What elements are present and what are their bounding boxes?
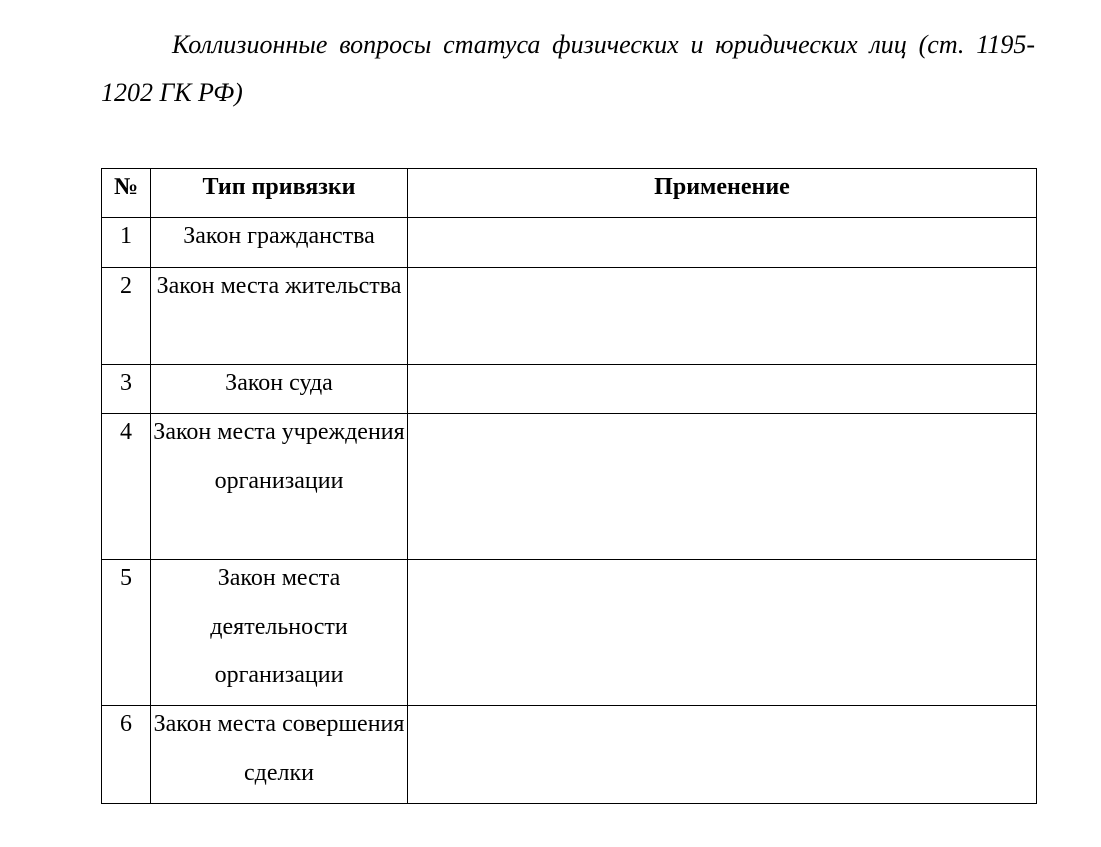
application-cell[interactable] bbox=[408, 268, 1037, 365]
table-row bbox=[102, 560, 1037, 706]
binding-type-cell: Закон места жительства bbox=[151, 268, 408, 365]
row-number-cell: 4 bbox=[102, 414, 151, 560]
row-number-cell: 1 bbox=[102, 218, 151, 268]
header-binding-type: Тип привязки bbox=[151, 169, 408, 218]
table-header-row bbox=[102, 169, 1037, 218]
binding-types-table bbox=[101, 168, 1037, 804]
binding-type-cell: Закон места деятельности организации bbox=[151, 560, 408, 706]
binding-type-cell: Закон суда bbox=[151, 365, 408, 414]
table-row bbox=[102, 706, 1037, 804]
application-cell[interactable] bbox=[408, 706, 1037, 804]
application-cell[interactable] bbox=[408, 560, 1037, 706]
table-row bbox=[102, 268, 1037, 365]
binding-type-cell: Закон места совершения сделки bbox=[151, 706, 408, 804]
application-cell[interactable] bbox=[408, 414, 1037, 560]
application-cell[interactable] bbox=[408, 365, 1037, 414]
table-row bbox=[102, 365, 1037, 414]
table-row bbox=[102, 218, 1037, 268]
binding-type-cell: Закон места учреждения организации bbox=[151, 414, 408, 560]
row-number-cell: 6 bbox=[102, 706, 151, 804]
application-cell[interactable] bbox=[408, 218, 1037, 268]
binding-type-cell: Закон гражданства bbox=[151, 218, 408, 268]
header-application: Применение bbox=[408, 169, 1037, 218]
row-number-cell: 3 bbox=[102, 365, 151, 414]
row-number-cell: 2 bbox=[102, 268, 151, 365]
row-number-cell: 5 bbox=[102, 560, 151, 706]
table-row bbox=[102, 414, 1037, 560]
document-title: Коллизионные вопросы статуса физических и юридических лиц (ст. 1195-1202 ГК РФ) bbox=[101, 30, 1035, 107]
header-number: № bbox=[102, 169, 151, 218]
